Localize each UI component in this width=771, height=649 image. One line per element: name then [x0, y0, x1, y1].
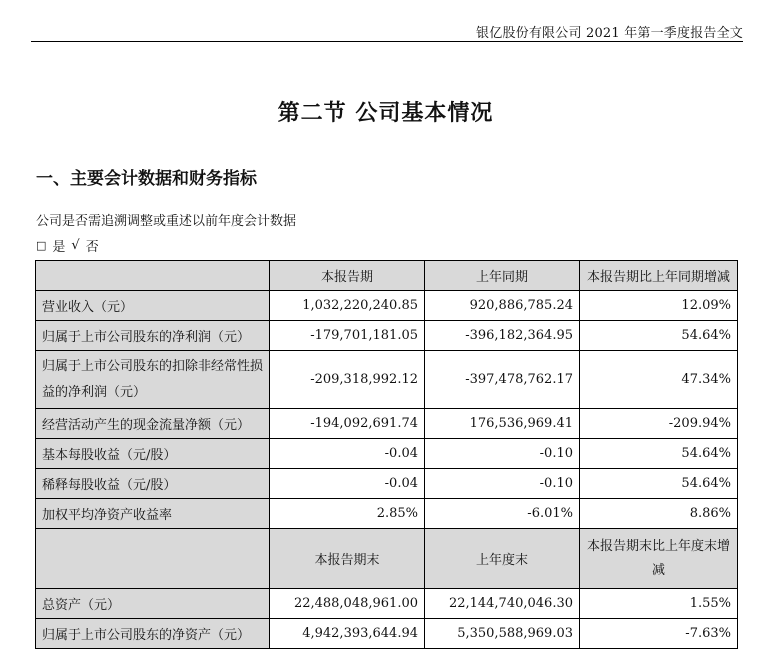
section-title: 第二节 公司基本情况: [277, 100, 494, 126]
column-header: 本报告期末: [270, 529, 425, 589]
cell-value: -179,701,181.05: [270, 321, 425, 351]
cell-value: -209,318,992.12: [270, 351, 425, 409]
cell-value: 54.64%: [580, 321, 738, 351]
cell-value: 22,144,740,046.30: [425, 589, 580, 619]
table-header-row: [36, 529, 738, 589]
row-label: 总资产（元）: [36, 589, 270, 619]
cell-value: 12.09%: [580, 291, 738, 321]
table-row: [36, 409, 738, 439]
cell-value: 920,886,785.24: [425, 291, 580, 321]
cell-value: -0.04: [270, 469, 425, 499]
cell-value: 54.64%: [580, 439, 738, 469]
cell-value: -397,478,762.17: [425, 351, 580, 409]
table-row: [36, 439, 738, 469]
checkmark-icon: √: [71, 238, 80, 253]
column-header: 本报告期比上年同期增减: [580, 261, 738, 291]
cell-value: 176,536,969.41: [425, 409, 580, 439]
cell-value: 47.34%: [580, 351, 738, 409]
cell-value: 2.85%: [270, 499, 425, 529]
cell-value: -0.10: [425, 439, 580, 469]
intro-text: 公司是否需追溯调整或重述以前年度会计数据: [36, 214, 297, 229]
cell-value: 4,942,393,644.94: [270, 619, 425, 649]
table-header-row: [36, 261, 738, 291]
row-label: 基本每股收益（元/股）: [36, 439, 270, 469]
column-header: 本报告期: [270, 261, 425, 291]
cell-value: 22,488,048,961.00: [270, 589, 425, 619]
header-rule: [31, 41, 743, 42]
row-label: 归属于上市公司股东的净利润（元）: [36, 321, 270, 351]
document-header: 银亿股份有限公司 2021 年第一季度报告全文: [476, 26, 743, 41]
cell-value: -7.63%: [580, 619, 738, 649]
cell-value: 5,350,588,969.03: [425, 619, 580, 649]
cell-value: 8.86%: [580, 499, 738, 529]
table-row: [36, 291, 738, 321]
table-header-blank: [36, 261, 270, 291]
table-row: [36, 351, 738, 409]
cell-value: -209.94%: [580, 409, 738, 439]
financial-indicators-table: [35, 260, 738, 649]
cell-value: -396,182,364.95: [425, 321, 580, 351]
sub-heading: 一、主要会计数据和财务指标: [36, 169, 257, 189]
table-row: [36, 469, 738, 499]
cell-value: 54.64%: [580, 469, 738, 499]
cell-value: -194,092,691.74: [270, 409, 425, 439]
cell-value: 1,032,220,240.85: [270, 291, 425, 321]
choice-no-label: 否: [85, 240, 99, 255]
cell-value: 1.55%: [580, 589, 738, 619]
restatement-choice: [36, 236, 99, 255]
table-row: [36, 589, 738, 619]
table-row: [36, 499, 738, 529]
row-label: 归属于上市公司股东的扣除非经常性损益的净利润（元）: [36, 351, 270, 409]
row-label: 归属于上市公司股东的净资产（元）: [36, 619, 270, 649]
table-header-blank: [36, 529, 270, 589]
table-row: [36, 619, 738, 649]
row-label: 营业收入（元）: [36, 291, 270, 321]
row-label: 加权平均净资产收益率: [36, 499, 270, 529]
column-header: 本报告期末比上年度末增减: [580, 529, 738, 589]
cell-value: -0.10: [425, 469, 580, 499]
choice-yes-label: 是: [52, 240, 66, 255]
row-label: 稀释每股收益（元/股）: [36, 469, 270, 499]
column-header: 上年度末: [425, 529, 580, 589]
table-row: [36, 321, 738, 351]
row-label: 经营活动产生的现金流量净额（元）: [36, 409, 270, 439]
cell-value: -0.04: [270, 439, 425, 469]
column-header: 上年同期: [425, 261, 580, 291]
cell-value: -6.01%: [425, 499, 580, 529]
checkbox-empty-icon: □: [36, 239, 47, 252]
